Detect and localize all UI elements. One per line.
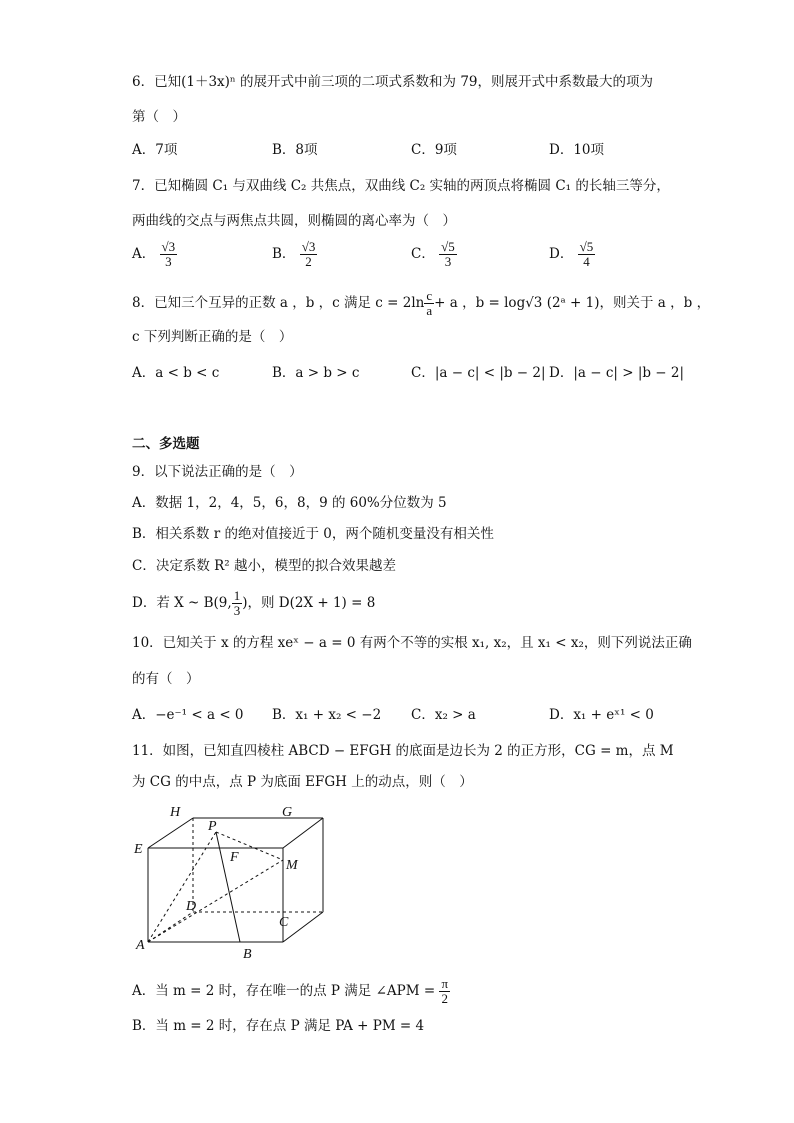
q11-option-a-num: π (441, 976, 449, 991)
q10-option-a: A．−e⁻¹ < a < 0 (132, 707, 244, 723)
q7-option-b-fraction (300, 240, 318, 269)
q7-option-a (132, 240, 177, 269)
q9-option-c: C．决定系数 R² 越小，模型的拟合效果越差 (132, 558, 396, 574)
q7-option-c-num: √5 (441, 239, 455, 254)
q8-stem-part2: + a ，b = log√3 (2ᵃ + 1)，则关于 a ，b ， (434, 295, 711, 311)
q10-option-c: C．x₂ > a (411, 707, 476, 723)
q7-option-c-den: 3 (444, 254, 452, 269)
vertex-label-h: H (170, 805, 181, 820)
vertex-label-m: M (286, 858, 298, 873)
q9-option-d (132, 589, 375, 618)
q7-option-c-fraction (439, 240, 457, 269)
q8-stem-line1 (132, 289, 710, 318)
q9-option-d-num: 1 (233, 588, 241, 603)
vertex-label-p: P (208, 819, 217, 834)
q7-option-d-den: 4 (583, 254, 590, 269)
q9-stem: 9．以下说法正确的是（ ） (132, 464, 303, 480)
q11-option-b: B．当 m = 2 时，存在点 P 满足 PA + PM = 4 (132, 1018, 425, 1034)
q7-option-a-fraction (160, 240, 178, 269)
q7-option-d (549, 240, 595, 269)
q6-stem-line1: 6．已知(1＋3x)ⁿ 的展开式中前三项的二项式系数和为 79，则展开式中系数最大的项为 (132, 74, 654, 90)
q9-option-a: A．数据 1，2，4，5，6，8，9 的 60%分位数为 5 (132, 495, 447, 511)
q11-stem-line2: 为 CG 的中点，点 P 为底面 EFGH 上的动点，则（ ） (132, 774, 473, 790)
vertex-label-c: C (279, 915, 289, 930)
q7-option-b (272, 240, 317, 269)
q11-stem-line1: 11．如图，已知直四棱柱 ABCD − EFGH 的底面是边长为 2 的正方形，CG = m，点 M (132, 743, 674, 759)
prism-figure (128, 800, 328, 960)
q7-option-c (411, 240, 457, 269)
q7-option-d-fraction (578, 240, 596, 269)
vertex-label-a: A (136, 938, 145, 953)
q8-stem-line2: c 下列判断正确的是（ ） (132, 329, 293, 345)
q8-option-b: B．a > b > c (272, 365, 360, 381)
q8-option-d: D．|a − c| > |b − 2| (549, 365, 685, 381)
q7-option-a-num: √3 (161, 239, 176, 254)
q6-option-a: A．7项 (132, 142, 178, 158)
q10-stem-line2: 的有（ ） (132, 671, 200, 687)
q8-fraction-den: a (426, 303, 433, 318)
q11-option-a (132, 977, 450, 1006)
q10-stem-line1: 10．已知关于 x 的方程 xeˣ − a = 0 有两个不等的实根 x₁, x₂，且 x₁ < x₂，则下列说法正确 (132, 635, 692, 651)
vertex-label-f: F (230, 850, 239, 865)
q6-stem-line2: 第（ ） (132, 109, 186, 125)
q9-option-d-part2: )，则 D(2X + 1) = 8 (242, 595, 376, 611)
q8-fraction (424, 289, 434, 318)
q7-option-d-num: √5 (579, 239, 594, 254)
q9-option-d-den: 3 (233, 603, 241, 618)
q11-option-a-fraction (439, 977, 450, 1006)
q6-option-b: B．8项 (272, 142, 318, 158)
q7-stem-line1: 7．已知椭圆 C₁ 与双曲线 C₂ 共焦点，双曲线 C₂ 实轴的两顶点将椭圆 C₁ 的长轴三等分， (132, 178, 670, 194)
q6-option-c: C．9项 (411, 142, 457, 158)
q10-option-d: D．x₁ + eˣ¹ < 0 (549, 707, 654, 723)
q8-fraction-num: c (426, 288, 433, 303)
q11-option-a-part1: A．当 m = 2 时，存在唯一的点 P 满足 ∠APM = (132, 983, 436, 999)
q6-option-d: D．10项 (549, 142, 605, 158)
vertex-label-b: B (243, 947, 252, 960)
q10-option-b: B．x₁ + x₂ < −2 (272, 707, 382, 723)
q7-option-b-num: √3 (301, 239, 316, 254)
q7-option-c-label: C． (411, 246, 435, 262)
vertex-label-d: D (186, 899, 197, 914)
q7-option-b-den: 2 (305, 254, 312, 269)
q9-option-b: B．相关系数 r 的绝对值接近于 0，两个随机变量没有相关性 (132, 526, 494, 542)
q7-option-b-label: B． (272, 246, 296, 262)
section-heading-multiple-choice: 二、多选题 (132, 436, 200, 452)
q9-option-d-fraction (232, 589, 243, 618)
q7-option-d-label: D． (549, 246, 574, 262)
q8-option-c: C．|a − c| < |b − 2| (411, 365, 546, 381)
q8-option-a: A．a < b < c (132, 365, 220, 381)
q11-option-a-den: 2 (441, 991, 448, 1006)
q8-stem-part1: 8．已知三个互异的正数 a ，b ，c 满足 c = 2ln (132, 295, 425, 311)
q9-option-d-part1: D．若 X ~ B(9, (132, 595, 232, 611)
q7-option-a-label: A． (132, 246, 156, 262)
vertex-label-g: G (282, 805, 293, 820)
q7-stem-line2: 两曲线的交点与两焦点共圆，则椭圆的离心率为（ ） (132, 213, 456, 229)
vertex-label-e: E (134, 842, 143, 857)
q7-option-a-den: 3 (165, 254, 172, 269)
